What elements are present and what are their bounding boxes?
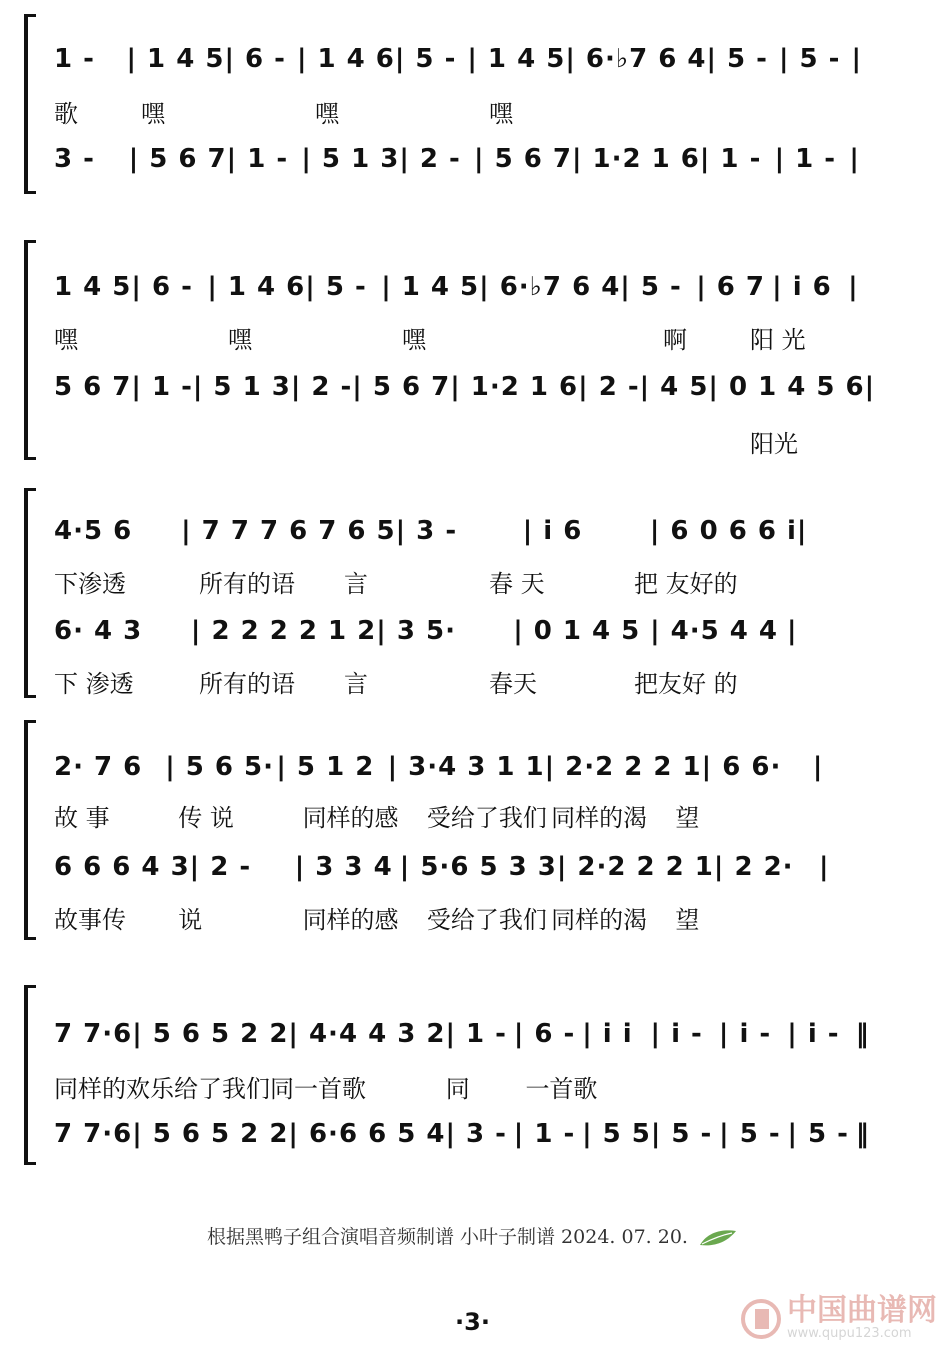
lyric-syllable: 受给了我们 bbox=[426, 804, 547, 832]
lyric-syllable bbox=[800, 900, 924, 935]
lyric-syllable: 嘿 bbox=[402, 326, 426, 354]
lyric-syllable: 说 bbox=[178, 906, 203, 934]
score-system-3 bbox=[24, 488, 924, 698]
watermark-name: 中国曲谱网 bbox=[787, 1293, 937, 1328]
watermark-logo-icon bbox=[739, 1297, 783, 1341]
lyric-syllable: 同样的渴 bbox=[551, 804, 648, 832]
lyric-syllable bbox=[315, 320, 402, 355]
lyric-syllable: 所有的语 bbox=[199, 670, 295, 698]
lyric-syllable bbox=[837, 94, 924, 129]
measure: | 1 - bbox=[699, 144, 762, 174]
measure: | 1 - bbox=[774, 144, 837, 174]
barline: | bbox=[796, 516, 808, 546]
lyric-syllable: 下渗透 bbox=[54, 570, 126, 598]
lyric-syllable bbox=[228, 424, 315, 459]
measure: | 2 - bbox=[189, 852, 252, 882]
lyric-syllable: 嘿 bbox=[141, 100, 165, 128]
lyric-syllable: 春 天 bbox=[489, 570, 545, 598]
measure: | 5 6 5 2 2 bbox=[132, 1019, 289, 1049]
measure: | 5 6 7 bbox=[474, 144, 572, 174]
measure: 6· 4 3 bbox=[54, 616, 143, 646]
score-system-4 bbox=[24, 720, 924, 940]
lyric-syllable: 一首歌 bbox=[525, 1075, 598, 1103]
measure: | 4·5 4 4 bbox=[650, 616, 779, 646]
lyric-syllable: 同一首歌 bbox=[270, 1075, 366, 1103]
lyric-syllable bbox=[663, 94, 750, 129]
lower-staff bbox=[54, 616, 924, 646]
measure: | 1 - bbox=[513, 1119, 576, 1149]
measure: | 4 5 bbox=[639, 372, 709, 402]
lyric-syllable bbox=[663, 424, 750, 459]
upper-staff bbox=[54, 752, 924, 782]
measure: | 2 2 2 2 1 2 bbox=[190, 616, 377, 646]
lyric-syllable: 同样的渴 bbox=[551, 906, 648, 934]
measure: | 1 - bbox=[131, 372, 193, 402]
lyric-syllable bbox=[141, 320, 228, 355]
lyric-syllable bbox=[576, 424, 663, 459]
lyric-syllable: 把友好 的 bbox=[634, 670, 738, 698]
lyric-syllable bbox=[402, 424, 489, 459]
lyric-syllable: 把 友好的 bbox=[634, 570, 738, 598]
lyric-syllable: 同样的欢 bbox=[54, 1075, 150, 1103]
measure: | 5 6 7 bbox=[352, 372, 451, 402]
measure: | 1 - bbox=[445, 1019, 507, 1049]
measure: | 2 2· bbox=[713, 852, 794, 882]
lyric-syllable bbox=[779, 564, 924, 599]
lyric-syllable: 歌 bbox=[54, 100, 78, 128]
lyric-syllable bbox=[605, 1069, 685, 1104]
measure: | 5 - bbox=[305, 272, 367, 302]
lyric-syllable: 嘿 bbox=[489, 100, 513, 128]
measure: | 5 - bbox=[706, 44, 768, 74]
lyric-line bbox=[54, 320, 924, 355]
lyric-syllable: 同 bbox=[445, 1075, 470, 1103]
score-system-2 bbox=[24, 240, 924, 460]
lyric-syllable bbox=[489, 320, 576, 355]
measure: | 2 - bbox=[290, 372, 353, 402]
site-watermark bbox=[739, 1293, 937, 1341]
lyric-line bbox=[54, 664, 924, 699]
lyric-syllable bbox=[228, 94, 315, 129]
lyric-syllable: 嘿 bbox=[54, 326, 78, 354]
lyric-syllable: 言 bbox=[344, 670, 368, 698]
measure: | i - bbox=[650, 1019, 703, 1049]
lyric-line bbox=[54, 1069, 924, 1104]
measure: | 6·6 6 5 4 bbox=[288, 1119, 446, 1149]
measure: | i 6 bbox=[772, 272, 832, 302]
score-credit bbox=[0, 1222, 945, 1249]
lyric-syllable bbox=[765, 1069, 845, 1104]
system-brace bbox=[24, 985, 36, 1165]
measure: 3 - bbox=[54, 144, 95, 174]
measure: | 2·2 2 2 1 bbox=[544, 752, 702, 782]
measure: | 6 6· bbox=[701, 752, 782, 782]
lower-staff bbox=[54, 144, 924, 174]
lower-staff bbox=[54, 1119, 924, 1149]
barline: | bbox=[848, 272, 859, 302]
upper-staff bbox=[54, 516, 924, 546]
measure: | 5 6 7 bbox=[128, 144, 227, 174]
lyric-syllable bbox=[54, 424, 141, 459]
measure: | 5 1 3 bbox=[301, 144, 400, 174]
lyric-syllable: 啊 bbox=[663, 326, 687, 354]
lyric-syllable: 嘿 bbox=[228, 326, 252, 354]
lyric-syllable bbox=[779, 664, 924, 699]
lyric-syllable bbox=[489, 424, 576, 459]
lyric-syllable: 受给了我们 bbox=[426, 906, 547, 934]
measure: | 6 - bbox=[513, 1019, 576, 1049]
measure: 2· 7 6 bbox=[54, 752, 143, 782]
lyric-syllable bbox=[141, 424, 228, 459]
measure: | 5·6 5 3 3 bbox=[399, 852, 557, 882]
upper-staff bbox=[54, 272, 924, 302]
system-brace bbox=[24, 240, 36, 460]
measure: | 1·2 1 6 bbox=[450, 372, 579, 402]
upper-staff bbox=[54, 44, 924, 74]
leaf-icon bbox=[698, 1227, 738, 1249]
lyric-syllable: 言 bbox=[344, 570, 368, 598]
measure: | 3 - bbox=[395, 516, 458, 546]
measure: | 6·♭7 6 4 bbox=[479, 272, 621, 302]
barline: | bbox=[787, 616, 798, 646]
credit-text: 根据黑鸭子组合演唱音频制谱 小叶子制谱 2024. 07. 20. bbox=[206, 1226, 688, 1248]
lyric-line bbox=[54, 900, 924, 935]
measure: | 1 4 6 bbox=[296, 44, 395, 74]
lyric-syllable bbox=[685, 1069, 765, 1104]
measure: 7 7·6 bbox=[54, 1119, 133, 1149]
lyric-syllable: 春天 bbox=[489, 670, 537, 698]
measure: | 5 1 2 bbox=[276, 752, 375, 782]
measure: | 1 4 5 bbox=[381, 272, 480, 302]
measure: | i - bbox=[787, 1019, 840, 1049]
lyric-syllable bbox=[366, 1069, 446, 1104]
lyric-syllable: 同样的感 bbox=[302, 804, 399, 832]
system-brace bbox=[24, 488, 36, 698]
lyric-syllable bbox=[837, 424, 924, 459]
lyric-syllable bbox=[576, 320, 663, 355]
measure: | 6·♭7 6 4 bbox=[565, 44, 707, 74]
lyric-syllable bbox=[315, 424, 402, 459]
lyric-line bbox=[54, 564, 924, 599]
measure: | 1 4 6 bbox=[207, 272, 306, 302]
measure: 7 7·6 bbox=[54, 1019, 133, 1049]
lyric-syllable: 下 渗透 bbox=[54, 670, 134, 698]
measure: | 2 - bbox=[399, 144, 461, 174]
lyric-line bbox=[54, 798, 924, 833]
lower-staff bbox=[54, 852, 924, 882]
lyric-syllable: 阳光 bbox=[750, 430, 798, 458]
barline: | bbox=[864, 372, 876, 402]
measure: | 6 - bbox=[224, 44, 286, 74]
measure: | 5 6 5· bbox=[165, 752, 274, 782]
watermark-url: www.qupu123.com bbox=[787, 1326, 912, 1341]
lyric-syllable: 传 说 bbox=[178, 804, 234, 832]
upper-staff bbox=[54, 1019, 924, 1049]
lyric-syllable: 故 事 bbox=[54, 804, 110, 832]
lyric-line bbox=[54, 94, 924, 129]
measure: | 5 5 bbox=[582, 1119, 651, 1149]
measure: | 5 - bbox=[787, 1119, 849, 1149]
measure: | 1 4 5 bbox=[126, 44, 225, 74]
barline: | bbox=[812, 752, 824, 782]
measure: | 2·2 2 2 1 bbox=[556, 852, 714, 882]
lyric-syllable: 同样的感 bbox=[302, 906, 399, 934]
measure: | i 6 bbox=[522, 516, 583, 546]
lyric-syllable: 望 bbox=[675, 906, 700, 934]
final-barline: ‖ bbox=[855, 1019, 870, 1049]
measure: | 4·4 4 3 2 bbox=[288, 1019, 446, 1049]
measure: | 5 - bbox=[719, 1119, 781, 1149]
lyric-syllable: 阳 光 bbox=[750, 326, 806, 354]
lyric-syllable bbox=[402, 94, 489, 129]
measure: | 0 1 4 5 6 bbox=[708, 372, 865, 402]
measure: | 3 5· bbox=[376, 616, 456, 646]
barline: | bbox=[818, 852, 830, 882]
measure: | 0 1 4 5 bbox=[513, 616, 641, 646]
measure: | i i bbox=[582, 1019, 633, 1049]
measure: | 6 7 bbox=[696, 272, 766, 302]
measure: | 2 - bbox=[578, 372, 640, 402]
lower-staff bbox=[54, 372, 924, 402]
measure: | 5 - bbox=[778, 44, 841, 74]
lyric-syllable bbox=[837, 320, 924, 355]
lyric-syllable bbox=[800, 798, 924, 833]
measure: 1 - bbox=[54, 44, 95, 74]
measure: | 1 - bbox=[226, 144, 289, 174]
measure: | 5 6 5 2 2 bbox=[132, 1119, 289, 1149]
lyric-line bbox=[54, 424, 924, 459]
measure: | 1·2 1 6 bbox=[571, 144, 700, 174]
measure: | 1 4 5 bbox=[467, 44, 566, 74]
measure: | 3 - bbox=[445, 1119, 507, 1149]
measure: 6 6 6 4 3 bbox=[54, 852, 190, 882]
measure: | 5 - bbox=[620, 272, 682, 302]
measure: 4·5 6 bbox=[54, 516, 133, 546]
measure: | 6 - bbox=[131, 272, 193, 302]
measure: | 5 - bbox=[394, 44, 457, 74]
barline: | bbox=[849, 144, 860, 174]
system-brace bbox=[24, 720, 36, 940]
barline: | bbox=[851, 44, 862, 74]
measure: | i - bbox=[718, 1019, 772, 1049]
lyric-syllable: 望 bbox=[675, 804, 700, 832]
page-number: ·3· bbox=[455, 1308, 490, 1336]
measure: | 3 3 4 bbox=[294, 852, 393, 882]
measure: | 7 7 7 6 7 6 5 bbox=[181, 516, 396, 546]
lyric-syllable bbox=[750, 94, 837, 129]
lyric-syllable: 乐给了我们 bbox=[150, 1075, 270, 1103]
score-system-5 bbox=[24, 985, 924, 1165]
lyric-syllable bbox=[576, 94, 663, 129]
measure: | 6 0 6 6 i bbox=[649, 516, 797, 546]
measure: 5 6 7 bbox=[54, 372, 132, 402]
measure: 1 4 5 bbox=[54, 272, 132, 302]
system-brace bbox=[24, 14, 36, 194]
measure: | 5 - bbox=[650, 1119, 713, 1149]
lyric-syllable: 嘿 bbox=[315, 100, 339, 128]
score-system-1 bbox=[24, 14, 924, 194]
measure: | 3·4 3 1 1 bbox=[387, 752, 545, 782]
lyric-syllable: 所有的语 bbox=[199, 570, 295, 598]
measure: | 5 1 3 bbox=[192, 372, 291, 402]
final-barline: ‖ bbox=[855, 1119, 870, 1149]
lyric-syllable: 故事传 bbox=[54, 906, 126, 934]
lyric-syllable bbox=[844, 1069, 924, 1104]
